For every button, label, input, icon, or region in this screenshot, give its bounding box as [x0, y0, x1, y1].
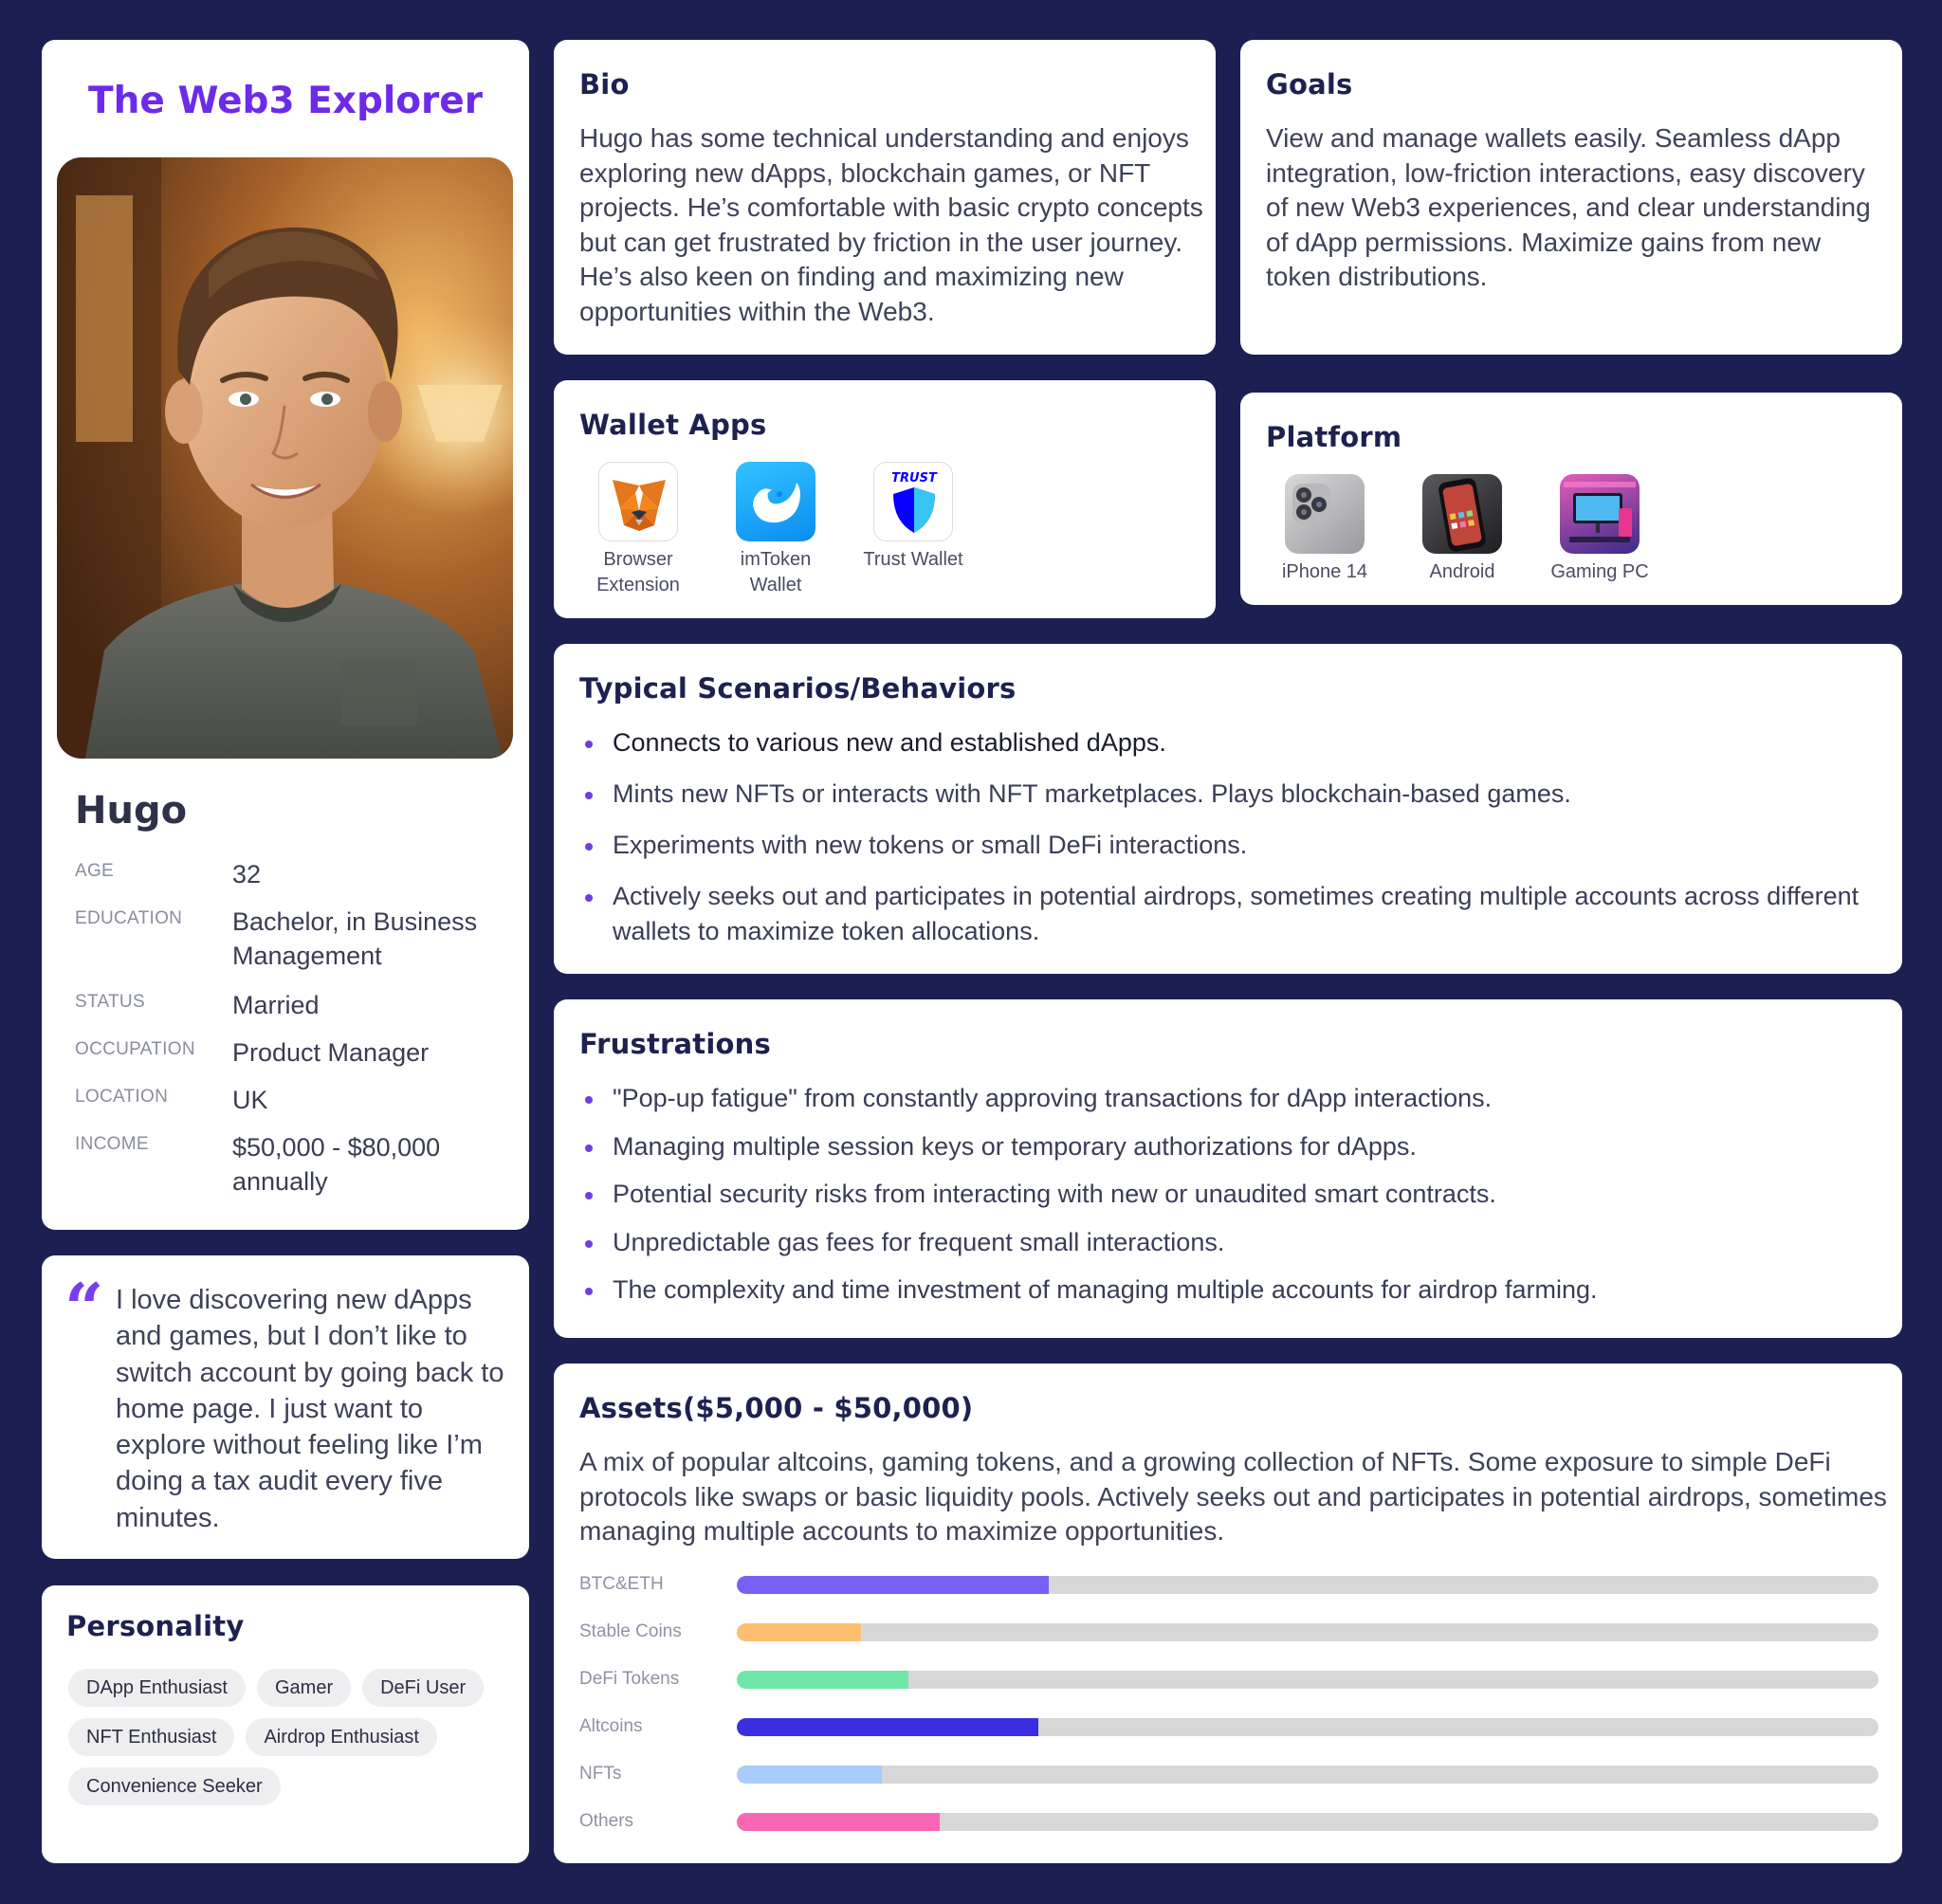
persona-title: The Web3 Explorer — [88, 80, 483, 122]
personality-title: Personality — [66, 1610, 245, 1642]
info-value: Bachelor, in Business Management — [232, 907, 478, 970]
list-item: Mints new NFTs or interacts with NFT marketplaces. Plays blockchain-based games. — [579, 777, 1869, 812]
asset-bar-row — [579, 1620, 1878, 1643]
wallet-app-imtoken — [714, 462, 837, 598]
svg-text:TRUST: TRUST — [891, 471, 937, 485]
asset-bar-label: Others — [579, 1811, 634, 1831]
platform-label: Android — [1429, 561, 1495, 582]
metamask-fox-icon — [598, 462, 678, 541]
info-label: AGE — [75, 861, 115, 881]
platform-label: iPhone 14 — [1281, 561, 1368, 582]
asset-bar-fill — [737, 1623, 861, 1641]
info-label: STATUS — [75, 992, 145, 1012]
info-value: 32 — [232, 860, 262, 888]
wallet-app-browser-extension — [577, 462, 700, 598]
bio-text: Hugo has some technical understanding and enjoys exploring new dApps, blockchain games, or NFT projects. He’s comfortable with basic crypto concepts but can get frustrated by friction in the user journey. He’s also keen on finding and maximizing new opportunities within the Web3. — [579, 123, 1203, 326]
scenarios-list — [579, 725, 1869, 965]
asset-bar-track — [737, 1718, 1878, 1736]
asset-bar-fill — [737, 1671, 908, 1689]
wallet-app-label: Browser Extension — [596, 549, 680, 595]
asset-bar-row — [579, 1763, 1878, 1785]
goals-title: Goals — [1266, 68, 1353, 101]
scenarios-title: Typical Scenarios/Behaviors — [579, 672, 1017, 705]
list-item: "Pop-up fatigue" from constantly approving transactions for dApp interactions. — [579, 1081, 1869, 1116]
assets-text: A mix of popular altcoins, gaming tokens, and a growing collection of NFTs. Some exposure to simple DeFi protocols like swaps or basic liquidity pools. Actively seeks out and participates in potential airdrops, sometimes managing multiple accounts to maximize opportunities. — [579, 1447, 1887, 1546]
scenarios-card — [554, 644, 1902, 974]
asset-bar-label: Altcoins — [579, 1716, 643, 1736]
bio-card — [554, 40, 1216, 355]
android-phone-icon — [1422, 474, 1502, 554]
persona-photo — [57, 157, 513, 759]
persona-name: Hugo — [75, 789, 188, 833]
goals-text: View and manage wallets easily. Seamless dApp integration, low-friction interactions, easy discovery of new Web3 experiences, and clear understanding of dApp permissions. Maximize gains from new token distributions. — [1266, 123, 1871, 291]
wallet-apps-title: Wallet Apps — [579, 409, 767, 441]
asset-bar-row — [579, 1668, 1878, 1691]
platform-gaming-pc — [1538, 474, 1661, 585]
quote-mark-icon: “ — [64, 1268, 104, 1348]
asset-bar-fill — [737, 1766, 882, 1784]
platform-android — [1401, 474, 1524, 585]
list-item: Potential security risks from interacting with new or unaudited smart contracts. — [579, 1177, 1869, 1212]
asset-bar-fill — [737, 1576, 1049, 1594]
frustrations-card — [554, 999, 1902, 1338]
asset-bar-label: NFTs — [579, 1764, 622, 1784]
iphone-icon — [1285, 474, 1365, 554]
list-item: Experiments with new tokens or small DeFi interactions. — [579, 828, 1869, 863]
personality-tag: Convenience Seeker — [68, 1767, 281, 1805]
gaming-pc-icon — [1560, 474, 1640, 554]
personality-card — [42, 1585, 529, 1863]
quote-card — [42, 1255, 529, 1559]
asset-bar-track — [737, 1576, 1878, 1594]
platform-title: Platform — [1266, 421, 1402, 453]
personality-tag: Gamer — [257, 1669, 351, 1707]
personality-tag: NFT Enthusiast — [68, 1718, 234, 1756]
asset-bar-track — [737, 1813, 1878, 1831]
asset-bar-row — [579, 1573, 1878, 1596]
info-value: $50,000 - $80,000 annually — [232, 1133, 441, 1196]
wallet-apps-card — [554, 380, 1216, 618]
asset-bar-track — [737, 1766, 1878, 1784]
personality-tag: Airdrop Enthusiast — [246, 1718, 436, 1756]
asset-bar-label: BTC&ETH — [579, 1574, 664, 1594]
list-item: Unpredictable gas fees for frequent small interactions. — [579, 1225, 1869, 1260]
wallet-app-trust — [852, 462, 975, 573]
asset-bar-fill — [737, 1813, 940, 1831]
platform-card — [1240, 393, 1902, 605]
list-item: Connects to various new and established dApps. — [579, 725, 1869, 760]
info-label: EDUCATION — [75, 908, 183, 928]
list-item: The complexity and time investment of managing multiple accounts for airdrop farming. — [579, 1272, 1869, 1308]
info-value: UK — [232, 1086, 268, 1114]
info-label: INCOME — [75, 1134, 149, 1154]
asset-bar-fill — [737, 1718, 1038, 1736]
asset-bar-track — [737, 1671, 1878, 1689]
info-value: Married — [232, 991, 320, 1019]
wallet-app-label: imToken Wallet — [740, 549, 812, 595]
asset-bar-label: DeFi Tokens — [579, 1669, 680, 1689]
bio-title: Bio — [579, 68, 630, 101]
info-label: LOCATION — [75, 1087, 169, 1107]
goals-card — [1240, 40, 1902, 355]
list-item: Managing multiple session keys or temporary authorizations for dApps. — [579, 1129, 1869, 1164]
wallet-app-label: Trust Wallet — [863, 549, 963, 570]
trust-wallet-shield-icon — [873, 462, 953, 541]
assets-title: Assets($5,000 - $50,000) — [579, 1392, 974, 1424]
platform-label: Gaming PC — [1550, 561, 1649, 582]
personality-tag: DeFi User — [362, 1669, 484, 1707]
assets-card — [554, 1364, 1902, 1863]
personality-tag: DApp Enthusiast — [68, 1669, 246, 1707]
frustrations-list — [579, 1081, 1869, 1321]
asset-bar-row — [579, 1810, 1878, 1833]
imtoken-icon — [736, 462, 815, 541]
frustrations-title: Frustrations — [579, 1028, 771, 1060]
info-label: OCCUPATION — [75, 1039, 195, 1059]
quote-text: I love discovering new dApps and games, but I don’t like to switch account by going back to home page. I just want to explore without feeling like I’m doing a tax audit every five minutes. — [116, 1285, 504, 1533]
persona-card — [42, 40, 529, 1230]
asset-bar-row — [579, 1715, 1878, 1738]
info-value: Product Manager — [232, 1038, 430, 1067]
list-item: Actively seeks out and participates in potential airdrops, sometimes creating multiple accounts across different wallets to maximize token allocations. — [579, 879, 1869, 948]
personality-tags — [68, 1669, 514, 1805]
asset-bar-label: Stable Coins — [579, 1621, 682, 1641]
asset-bar-track — [737, 1623, 1878, 1641]
platform-iphone — [1263, 474, 1386, 585]
